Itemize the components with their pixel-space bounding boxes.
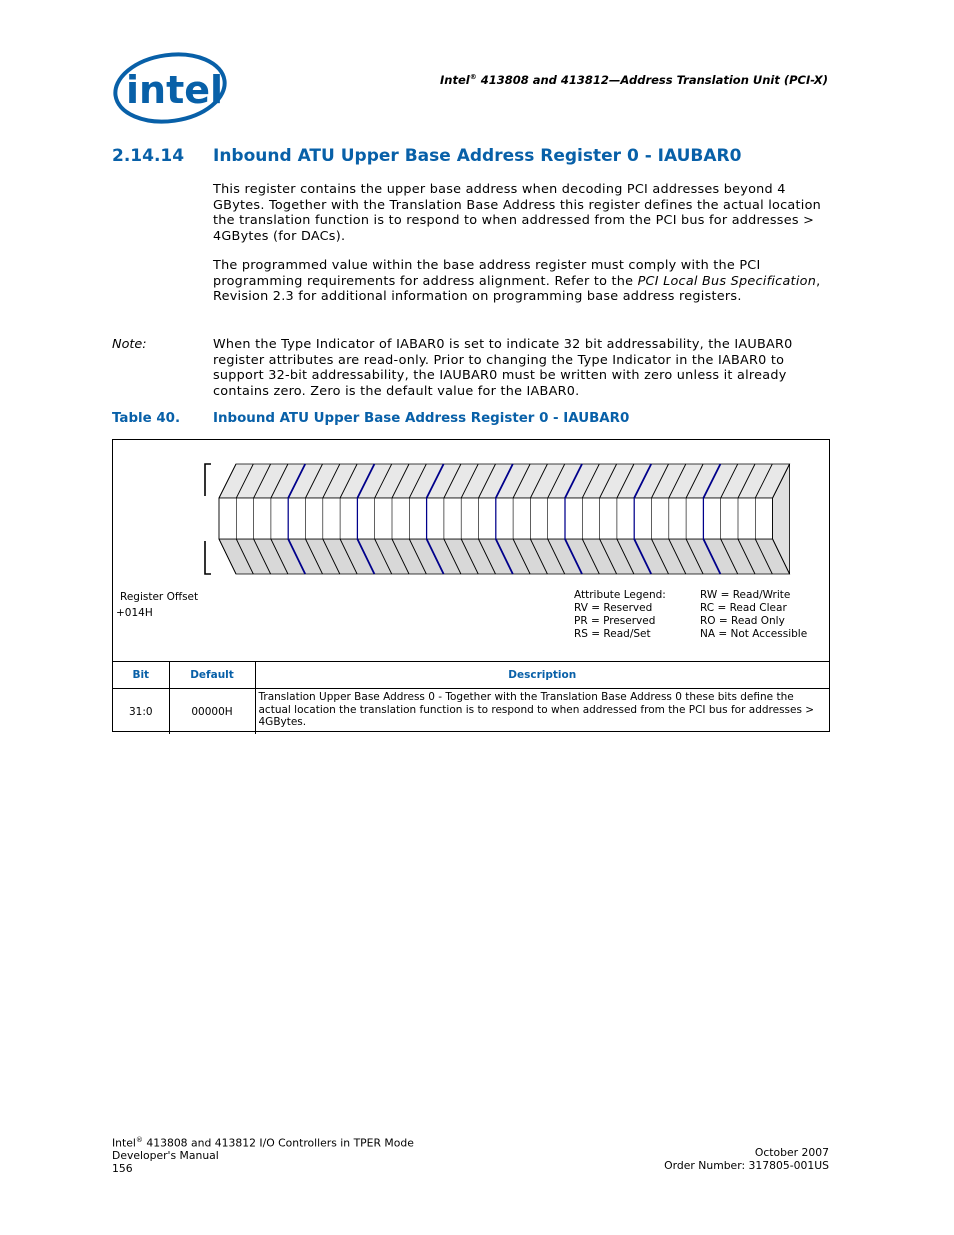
body-paragraph-1: This register contains the upper base address when decoding PCI addresses beyond 4 GBytes. Together with the Translation Base Address this register defines the actual location the translation function is to respond to when addressed from the PCI bus for addresses > 4GBytes (for DACs). <box>213 182 822 244</box>
bracket-bottom <box>205 541 211 574</box>
paragraph-2-text-a: The programmed value within the base address register must comply with the PCI programming requirements for address alignment. Refer to the <box>213 258 761 289</box>
legend-item-rc: RC = Read Clear <box>700 602 787 614</box>
header-description: Description <box>255 662 829 689</box>
section-heading <box>112 146 741 166</box>
cell-bit: 31:0 <box>113 689 169 735</box>
header-registered: ® <box>469 73 477 82</box>
logo-wordmark: intel <box>126 68 224 112</box>
footer-left <box>112 1134 414 1175</box>
note-text: When the Type Indicator of IABAR0 is set to indicate 32 bit addressability, the IAUBAR0 register attributes are read-only. Prior to changing the Type Indicator in the IABAR0 to support 32-bit addressability, the IAUBAR0 must be written with zero unless it already contains zero. Zero is the default value for the IABAR0. <box>213 337 793 399</box>
legend-item-rs: RS = Read/Set <box>574 628 651 640</box>
footer-product-line <box>112 1134 414 1150</box>
footer-brand: Intel <box>112 1136 136 1150</box>
table-number: Table 40. <box>112 411 181 426</box>
bracket-top <box>205 464 211 496</box>
header-title-text: 413808 and 413812—Address Translation Unit (PCI-X) <box>476 73 828 87</box>
register-figure <box>112 439 830 732</box>
footer-product: 413808 and 413812 I/O Controllers in TPER Mode <box>142 1136 414 1150</box>
register-offset-label: Register Offset <box>120 591 199 603</box>
table-title: Inbound ATU Upper Base Address Register 0 - IAUBAR0 <box>213 411 630 426</box>
legend-item-rw: RW = Read/Write <box>700 589 791 601</box>
footer-manual: Developer's Manual <box>112 1149 219 1163</box>
cell-description: Translation Upper Base Address 0 - Together with the Translation Base Address 0 these bits define the actual location the translation function is to respond to when addressed from the PCI bus for addresses > 4GBytes. <box>255 689 829 735</box>
section-number: 2.14.14 <box>112 146 185 166</box>
legend-item-na: NA = Not Accessible <box>700 628 808 640</box>
table-header-row <box>113 662 829 689</box>
running-header <box>440 73 828 87</box>
table-row <box>113 689 829 735</box>
footer-date: October 2007 <box>754 1146 829 1159</box>
legend-title: Attribute Legend: <box>574 589 666 601</box>
page-number: 156 <box>112 1161 133 1175</box>
footer-right <box>664 1147 829 1172</box>
legend-item-rv: RV = Reserved <box>574 602 653 614</box>
spec-reference: PCI Local Bus Specification <box>637 273 817 289</box>
paragraph-2-text-b: , Revision 2.3 for additional information on programming base address registers. <box>213 273 821 305</box>
header-brand: Intel <box>440 73 470 87</box>
header-bit: Bit <box>113 662 169 689</box>
footer-order-number: Order Number: 317805-001US <box>664 1158 829 1172</box>
footer-registered: ® <box>135 1136 143 1144</box>
section-title: Inbound ATU Upper Base Address Register 0 - IAUBAR0 <box>213 146 742 166</box>
body-paragraph-2 <box>213 258 831 305</box>
legend-item-ro: RO = Read Only <box>700 615 785 627</box>
cell-default: 00000H <box>169 689 255 735</box>
legend-item-pr: PR = Preserved <box>574 615 656 627</box>
note-label: Note: <box>112 337 147 352</box>
bit-field-diagram <box>203 462 803 582</box>
register-description-table <box>113 661 829 734</box>
register-offset-value: +014H <box>116 607 153 619</box>
table-caption <box>112 411 629 426</box>
header-default: Default <box>169 662 255 689</box>
intel-logo <box>108 48 228 128</box>
